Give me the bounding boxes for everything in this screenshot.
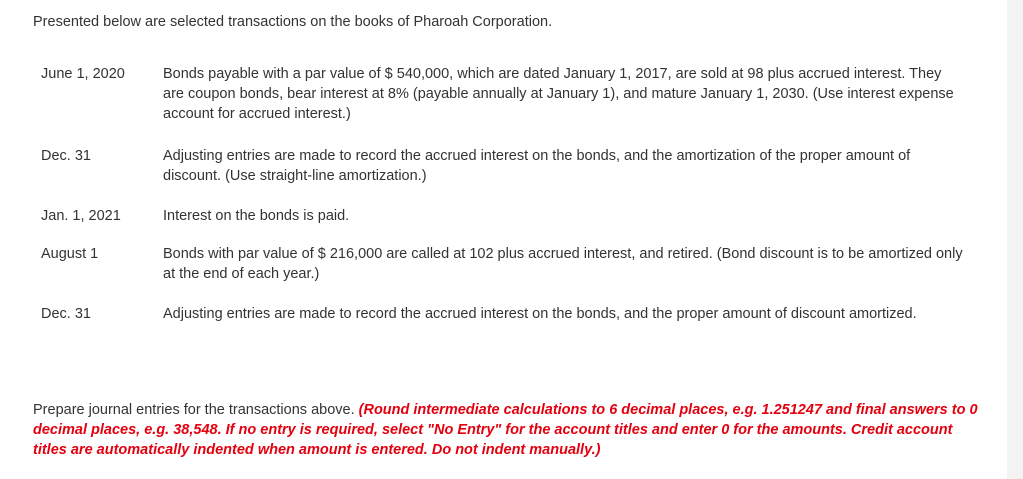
instructions [33, 400, 983, 460]
intro-text: Presented below are selected transactions on the books of Pharoah Corporation. [33, 14, 553, 30]
transaction-date: August 1 [41, 246, 99, 262]
transaction-description: Interest on the bonds is paid. [163, 208, 350, 224]
transaction-date: June 1, 2020 [41, 66, 125, 82]
instructions-lead: Prepare journal entries for the transactions above. [33, 402, 355, 418]
instructions-emphasis: (Round intermediate calculations to 6 decimal places, e.g. 1.251247 and final answers to 0 decimal places, e.g. 38,548. If no entry is required, select "No Entry" for the account titles and enter 0 for the amounts. Credit account titles are automatically indented when amount is entered. Do not indent manually.) [33, 402, 978, 458]
transaction-description: Bonds with par value of $ 216,000 are called at 102 plus accrued interest, and retired. (Bond discount is to be amortized only at the end of each year.) [163, 246, 963, 282]
transaction-description: Bonds payable with a par value of $ 540,000, which are dated January 1, 2017, are sold at 98 plus accrued interest. They are coupon bonds, bear interest at 8% (payable annually at January 1), and mature January 1, 2030. (Use interest expense account for accrued interest.) [163, 66, 954, 122]
transaction-date: Jan. 1, 2021 [41, 208, 121, 224]
transaction-date: Dec. 31 [41, 306, 91, 322]
transaction-description: Adjusting entries are made to record the accrued interest on the bonds, and the proper amount of discount amortized. [163, 306, 917, 322]
transaction-description: Adjusting entries are made to record the accrued interest on the bonds, and the amortization of the proper amount of discount. (Use straight-line amortization.) [163, 148, 911, 184]
transaction-date: Dec. 31 [41, 148, 91, 164]
right-scroll-band [1007, 0, 1023, 479]
